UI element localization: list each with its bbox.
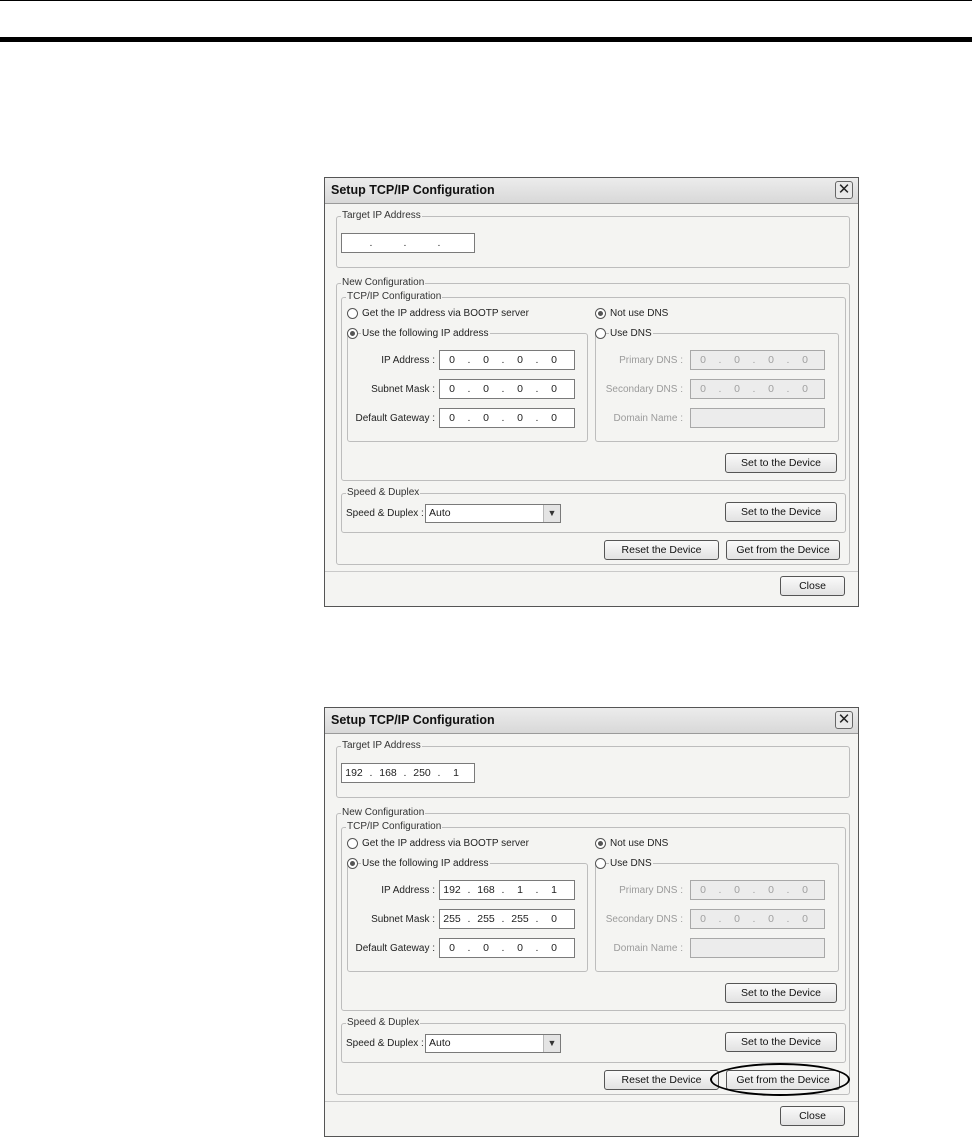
speed-duplex-label: Speed & Duplex :	[346, 1038, 424, 1049]
radio-bootp-label: Get the IP address via BOOTP server	[362, 838, 529, 849]
speed-duplex-select[interactable]: Auto ▼	[425, 1034, 561, 1053]
subnet-mask-label: Subnet Mask :	[371, 384, 435, 395]
domain-name-label: Domain Name :	[613, 413, 683, 424]
ip-address-field[interactable]: 192 . 168 . 1 . 1	[439, 880, 575, 900]
radio-use-dns[interactable]	[595, 858, 606, 869]
radio-use-dns-label: Use DNS	[610, 858, 652, 869]
tcpip-set-to-device-button[interactable]: Set to the Device	[725, 453, 837, 473]
domain-name-field[interactable]	[690, 938, 825, 958]
radio-not-use-dns-label: Not use DNS	[610, 838, 669, 849]
tcpip-config-legend: TCP/IP Configuration	[347, 821, 442, 832]
title-bar	[325, 708, 858, 734]
target-ip-legend: Target IP Address	[342, 210, 421, 221]
top-rule-thick	[0, 37, 972, 42]
default-gateway-field[interactable]: 0 . 0 . 0 . 0	[439, 408, 575, 428]
footer-divider	[325, 571, 858, 572]
close-icon[interactable]: ✕	[835, 711, 853, 729]
speed-duplex-label: Speed & Duplex :	[346, 508, 424, 519]
new-config-legend: New Configuration	[342, 277, 425, 288]
reset-device-button[interactable]: Reset the Device	[604, 540, 719, 560]
radio-bootp-label: Get the IP address via BOOTP server	[362, 308, 529, 319]
ip-address-label: IP Address :	[381, 885, 435, 896]
target-ip-field[interactable]: . . .	[341, 233, 475, 253]
radio-bootp[interactable]	[347, 838, 358, 849]
get-from-device-button[interactable]: Get from the Device	[726, 1070, 840, 1090]
radio-use-following[interactable]	[347, 858, 358, 869]
radio-use-following-label: Use the following IP address	[362, 328, 489, 339]
target-ip-field[interactable]: 192 . 168 . 250 . 1	[341, 763, 475, 783]
speed-duplex-select[interactable]: Auto ▼	[425, 504, 561, 523]
title-bar	[325, 178, 858, 204]
get-from-device-button[interactable]: Get from the Device	[726, 540, 840, 560]
radio-not-use-dns[interactable]	[595, 838, 606, 849]
dialog-title: Setup TCP/IP Configuration	[331, 713, 495, 727]
reset-device-button[interactable]: Reset the Device	[604, 1070, 719, 1090]
secondary-dns-label: Secondary DNS :	[605, 384, 683, 395]
subnet-mask-field[interactable]: 255 . 255 . 255 . 0	[439, 909, 575, 929]
radio-bootp[interactable]	[347, 308, 358, 319]
radio-use-dns-label: Use DNS	[610, 328, 652, 339]
primary-dns-field[interactable]: 0 . 0 . 0 . 0	[690, 880, 825, 900]
speed-duplex-legend: Speed & Duplex	[347, 1017, 420, 1028]
tcpip-dialog-1	[324, 177, 859, 607]
ip-address-field[interactable]: 0 . 0 . 0 . 0	[439, 350, 575, 370]
default-gateway-label: Default Gateway :	[355, 413, 435, 424]
chevron-down-icon[interactable]: ▼	[543, 1035, 560, 1052]
radio-not-use-dns-label: Not use DNS	[610, 308, 669, 319]
radio-not-use-dns[interactable]	[595, 308, 606, 319]
close-icon[interactable]: ✕	[835, 181, 853, 199]
speed-set-to-device-button[interactable]: Set to the Device	[725, 502, 837, 522]
ip-address-label: IP Address :	[381, 355, 435, 366]
chevron-down-icon[interactable]: ▼	[543, 505, 560, 522]
radio-use-following[interactable]	[347, 328, 358, 339]
dialog-title: Setup TCP/IP Configuration	[331, 183, 495, 197]
subnet-mask-label: Subnet Mask :	[371, 914, 435, 925]
speed-set-to-device-button[interactable]: Set to the Device	[725, 1032, 837, 1052]
default-gateway-field[interactable]: 0 . 0 . 0 . 0	[439, 938, 575, 958]
domain-name-label: Domain Name :	[613, 943, 683, 954]
default-gateway-label: Default Gateway :	[355, 943, 435, 954]
tcpip-set-to-device-button[interactable]: Set to the Device	[725, 983, 837, 1003]
primary-dns-field[interactable]: 0 . 0 . 0 . 0	[690, 350, 825, 370]
speed-duplex-legend: Speed & Duplex	[347, 487, 420, 498]
primary-dns-label: Primary DNS :	[619, 355, 683, 366]
close-button[interactable]: Close	[780, 576, 845, 596]
primary-dns-label: Primary DNS :	[619, 885, 683, 896]
highlight-ellipse	[710, 1063, 850, 1096]
tcpip-config-legend: TCP/IP Configuration	[347, 291, 442, 302]
footer-divider	[325, 1101, 858, 1102]
new-config-legend: New Configuration	[342, 807, 425, 818]
tcpip-dialog-2	[324, 707, 859, 1137]
subnet-mask-field[interactable]: 0 . 0 . 0 . 0	[439, 379, 575, 399]
domain-name-field[interactable]	[690, 408, 825, 428]
radio-use-following-label: Use the following IP address	[362, 858, 489, 869]
close-button[interactable]: Close	[780, 1106, 845, 1126]
secondary-dns-field[interactable]: 0 . 0 . 0 . 0	[690, 379, 825, 399]
secondary-dns-field[interactable]: 0 . 0 . 0 . 0	[690, 909, 825, 929]
target-ip-legend: Target IP Address	[342, 740, 421, 751]
top-rule-thin	[0, 0, 972, 1]
radio-use-dns[interactable]	[595, 328, 606, 339]
secondary-dns-label: Secondary DNS :	[605, 914, 683, 925]
